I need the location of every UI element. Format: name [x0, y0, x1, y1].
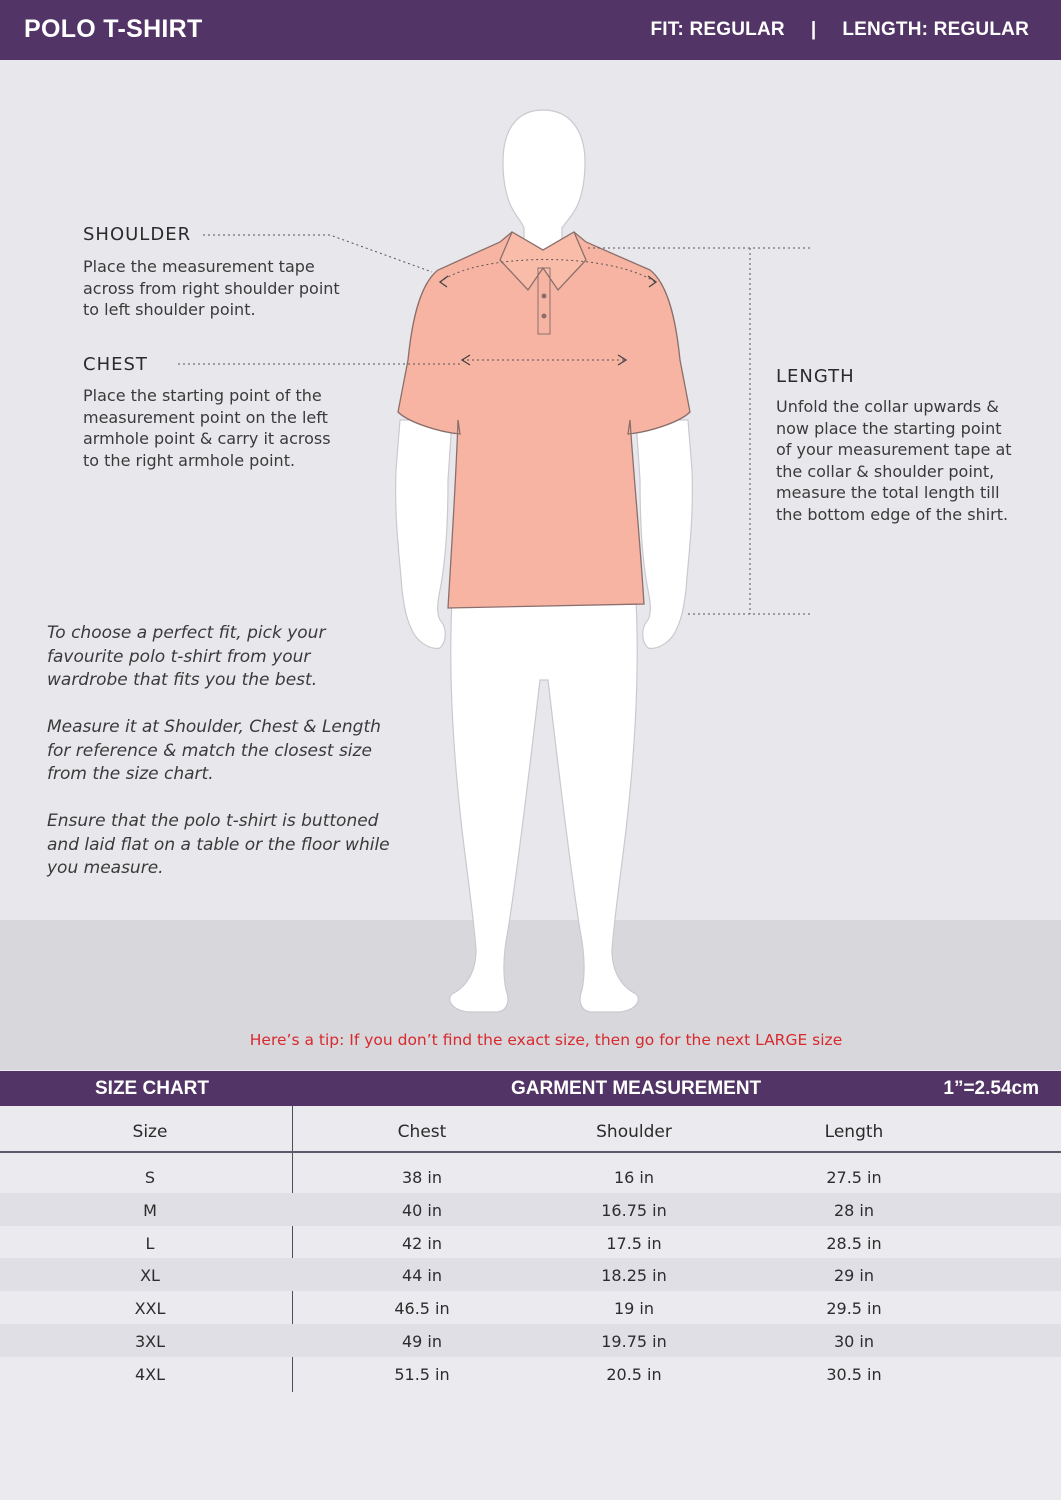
length-line: of your measurement tape at	[776, 440, 1012, 459]
cell-shoulder: 17.5 in	[606, 1233, 662, 1253]
length-line: the collar & shoulder point,	[776, 461, 995, 481]
cell-shoulder: 16.75 in	[601, 1200, 667, 1220]
table-row	[0, 1226, 1061, 1259]
cell-length: 29 in	[833, 1266, 875, 1286]
advice-paragraph	[47, 716, 417, 787]
cell-shoulder: 20.5 in	[606, 1364, 662, 1384]
cell-shoulder: 16 in	[613, 1168, 655, 1187]
length-line: now place the starting point	[776, 418, 1002, 438]
table-row	[0, 1357, 1061, 1390]
size-chart-title: SIZE CHART	[95, 1078, 209, 1099]
cell-size: M	[143, 1200, 157, 1220]
chest-line: Place the starting point of the	[83, 386, 322, 405]
advice-line: wardrobe that fits you the best.	[47, 670, 318, 690]
cell-length: 30 in	[833, 1332, 875, 1351]
shoulder-line: across from right shoulder point	[83, 278, 340, 298]
chest-description	[83, 385, 331, 471]
advice-line: favourite polo t-shirt from your	[47, 646, 311, 667]
chest-line: measurement point on the left	[83, 407, 328, 427]
advice-line: and laid flat on a table or the floor while	[47, 834, 390, 855]
length-label: LENGTH: REGULAR	[842, 19, 1029, 40]
table-row	[0, 1258, 1061, 1291]
header-separator: |	[810, 19, 817, 40]
shoulder-description	[83, 256, 340, 321]
table-row	[0, 1160, 1061, 1193]
cell-length: 27.5 in	[826, 1168, 882, 1187]
advice-line: To choose a perfect fit, pick your	[47, 623, 326, 643]
cell-size: L	[145, 1233, 155, 1253]
cell-length: 30.5 in	[826, 1364, 882, 1384]
cell-chest: 44 in	[401, 1266, 443, 1286]
column-header-length: Length	[824, 1122, 884, 1142]
size-chart-header	[0, 1071, 1061, 1106]
cell-length: 28 in	[833, 1200, 875, 1220]
cell-chest: 49 in	[401, 1332, 443, 1351]
length-line: Unfold the collar upwards &	[776, 397, 999, 416]
shoulder-line: Place the measurement tape	[83, 257, 315, 276]
table-row	[0, 1193, 1061, 1226]
column-header-chest: Chest	[397, 1122, 447, 1142]
cell-size: XL	[140, 1266, 160, 1286]
advice-line: for reference & match the closest size	[47, 740, 372, 761]
length-line: the bottom edge of the shirt.	[776, 504, 1009, 524]
chest-line: armhole point & carry it across	[83, 429, 331, 448]
unit-conversion: 1”=2.54cm	[943, 1078, 1039, 1099]
advice-paragraph	[47, 810, 417, 881]
fit-label: FIT: REGULAR	[650, 19, 785, 40]
page-title: POLO T-SHIRT	[24, 15, 203, 43]
cell-size: 3XL	[134, 1332, 166, 1351]
length-line: measure the total length till	[776, 483, 1000, 502]
cell-shoulder: 19 in	[613, 1299, 655, 1319]
cell-chest: 42 in	[401, 1233, 443, 1253]
cell-size: XXL	[134, 1299, 166, 1319]
cell-size: S	[144, 1168, 156, 1187]
advice-paragraph	[47, 622, 417, 693]
advice-line: you measure.	[47, 858, 164, 878]
cell-shoulder: 19.75 in	[601, 1332, 667, 1351]
cell-chest: 40 in	[401, 1200, 443, 1220]
cell-shoulder: 18.25 in	[601, 1266, 667, 1286]
advice-line: from the size chart.	[47, 764, 214, 784]
header-rule	[0, 1151, 1061, 1153]
advice-line: Measure it at Shoulder, Chest & Length	[47, 717, 381, 737]
shoulder-line: to left shoulder point.	[83, 300, 256, 319]
table-row	[0, 1324, 1061, 1357]
cell-chest: 38 in	[401, 1168, 443, 1187]
cell-size: 4XL	[134, 1364, 166, 1384]
advice-line: Ensure that the polo t-shirt is buttoned	[47, 811, 379, 831]
cell-chest: 46.5 in	[394, 1299, 450, 1319]
column-header-size: Size	[132, 1122, 168, 1142]
garment-measurement-title: GARMENT MEASUREMENT	[511, 1078, 762, 1099]
shoulder-heading: SHOULDER	[83, 224, 192, 245]
chest-line: to the right armhole point.	[83, 450, 296, 470]
cell-length: 28.5 in	[826, 1233, 882, 1253]
table-row	[0, 1291, 1061, 1324]
length-description	[776, 396, 1012, 525]
cell-length: 29.5 in	[826, 1299, 882, 1319]
size-tip: Here’s a tip: If you don’t find the exact size, then go for the next LARGE size	[249, 1031, 843, 1049]
length-heading: LENGTH	[776, 366, 855, 387]
column-header-shoulder: Shoulder	[596, 1122, 672, 1142]
cell-chest: 51.5 in	[394, 1364, 450, 1384]
chest-heading: CHEST	[83, 354, 148, 375]
